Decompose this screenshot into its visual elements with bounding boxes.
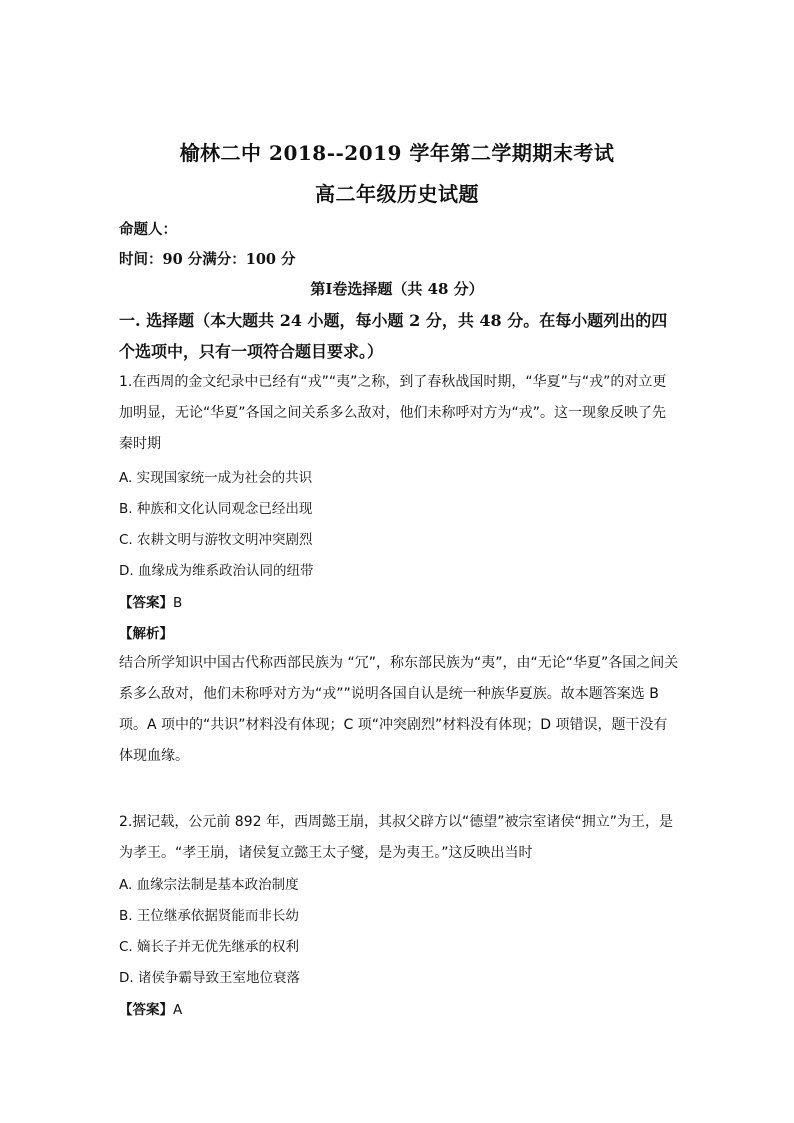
question-1-stem: 1.在西周的金文纪录中已经有“戎”“夷”之称，到了春秋战国时期，“华夏”与“戎”的对立更加明显，无论“华夏”各国之间关系多么敌对，他们未称呼对方为“戎”。这一现象反映了先秦时期 [119,374,667,452]
question-1-option-c: C. 农耕文明与游牧文明冲突剧烈 [119,532,313,548]
exam-title: 榆林二中 2018--2019 学年第二学期期末考试 [179,141,615,165]
author-line: 命题人： [119,221,177,238]
analysis-label: 【解析】 [119,626,173,642]
question-2-option-d: D. 诸侯争霸导致王室地位衰落 [119,970,300,986]
time-line: 时间：90 分满分：100 分 [119,251,296,268]
question-2-option-b: B. 王位继承依据贤能而非长幼 [119,908,299,924]
question-2-answer [119,998,182,1018]
section-instruction: 一. 选择题（本大题共 24 小题，每小题 2 分，共 48 分。在每小题列出的四个选项中，只有一项符合题目要求。） [119,311,668,361]
question-1-analysis: 结合所学知识中国古代称西部民族为 “冗”，称东部民族为“夷”，由“无论“华夏”各国之间关系多么敌对，他们未称呼对方为“戎””说明各国自认是统一种族华夏族。故本题答案选 B 项。A 项中的“共识”材料没有体现；C 项“冲突剧烈”材料没有体现；D 项错误，题干没有体现血缘。 [119,655,679,764]
question-1-analysis-label [119,622,173,642]
question-2-option-c: C. 嫡长子并无优先继承的权利 [119,939,300,955]
section-heading: 第Ⅰ卷选择题（共 48 分） [310,280,484,298]
question-1-option-b: B. 种族和文化认同观念已经出现 [119,501,313,517]
answer-value: B [173,595,183,611]
question-1-option-a: A. 实现国家统一成为社会的共识 [119,470,313,486]
answer-label: 【答案】 [119,595,173,611]
question-1-answer [119,591,182,611]
question-2-stem: 2.据记载，公元前 892 年，西周懿王崩，其叔父辟方以“德望”被宗室诸侯“拥立”为王，是为孝王。“孝王崩，诸侯复立懿王太子燮，是为夷王。”这反映出当时 [119,814,673,861]
question-1-option-d: D. 血缘成为维系政治认同的纽带 [119,563,314,579]
exam-subtitle: 高二年级历史试题 [315,182,479,206]
question-2-option-a: A. 血缘宗法制是基本政治制度 [119,877,299,893]
answer-label: 【答案】 [119,1002,173,1018]
answer-value: A [173,1002,183,1018]
